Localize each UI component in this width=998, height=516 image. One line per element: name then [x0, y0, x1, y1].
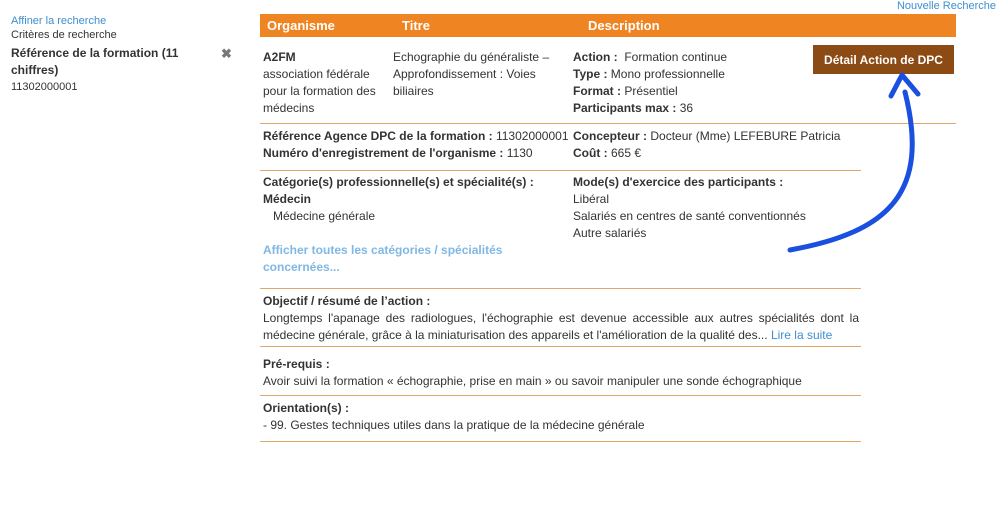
close-x-icon[interactable]: ✖	[221, 46, 232, 61]
objectif-text: Longtemps l'apanage des radiologues, l'échographie est devenue accessible aux autres spécialités dont la médecine générale, grâce à la miniaturisation des appareils et l'amélioration de la qualité des...	[263, 311, 859, 342]
cout-label: Coût :	[573, 146, 608, 160]
header-titre: Titre	[402, 18, 430, 33]
participants-value: 36	[679, 101, 694, 115]
search-criteria-sidebar	[11, 14, 236, 95]
new-search-link[interactable]: Nouvelle Recherche	[896, 0, 996, 12]
detail-action-dpc-button[interactable]: Détail Action de DPC	[813, 45, 954, 74]
header-organisme: Organisme	[267, 18, 335, 33]
prerequis-label: Pré-requis :	[263, 357, 330, 371]
orientation-text: - 99. Gestes techniques utiles dans la pratique de la médecine générale	[263, 418, 645, 432]
objectif-block	[260, 290, 861, 347]
category-main: Médecin	[263, 192, 312, 206]
annotation-arrow-icon	[780, 72, 930, 262]
header-description: Description	[588, 18, 660, 33]
titre-cell: Echographie du généraliste – Approfondissement : Voies biliaires	[393, 50, 550, 98]
refine-search-link[interactable]: Affiner la recherche	[11, 15, 107, 27]
mode-item: Libéral	[573, 192, 610, 206]
results-table-header	[260, 14, 956, 37]
mode-label: Mode(s) d'exercice des participants :	[573, 175, 784, 189]
reference-block	[260, 125, 861, 171]
mode-item: Salariés en centres de santé conventionnés	[573, 209, 806, 223]
criterion-value: 11302000001	[11, 81, 78, 93]
action-value: Formation continue	[624, 50, 728, 64]
mode-item: Autre salariés	[573, 226, 647, 240]
criteria-title: Critères de recherche	[11, 29, 117, 41]
concepteur-label: Concepteur :	[573, 129, 648, 143]
type-value: Mono professionnelle	[610, 67, 725, 81]
action-label: Action :	[573, 50, 618, 64]
num-label: Numéro d'enregistrement de l'organisme :	[263, 146, 504, 160]
org-full-name: association fédérale pour la formation des médecins	[263, 67, 376, 115]
prerequis-text: Avoir suivi la formation « échographie, prise en main » ou savoir manipuler une sonde échographique	[263, 374, 802, 388]
ref-value: 11302000001	[495, 129, 569, 143]
categories-label: Catégorie(s) professionnelle(s) et spécialité(s) :	[263, 175, 534, 189]
orientation-block	[260, 396, 861, 442]
concepteur-value: Docteur (Mme) LEFEBURE Patricia	[650, 129, 841, 143]
type-label: Type :	[573, 67, 608, 81]
category-sub: Médecine générale	[273, 209, 376, 223]
participants-label: Participants max :	[573, 101, 677, 115]
objectif-label: Objectif / résumé de l’action :	[263, 294, 431, 308]
show-all-categories-link[interactable]: Afficher toutes les catégories / spécialités concernées...	[263, 243, 503, 274]
ref-label: Référence Agence DPC de la formation :	[263, 129, 493, 143]
orientation-label: Orientation(s) :	[263, 401, 349, 415]
categories-block	[260, 171, 861, 289]
description-cell	[573, 49, 803, 117]
org-name: A2FM	[263, 50, 296, 64]
read-more-link[interactable]: Lire la suite	[770, 328, 833, 342]
organisme-cell	[263, 49, 385, 117]
num-value: 1130	[506, 146, 533, 160]
cout-value: 665 €	[611, 146, 642, 160]
format-value: Présentiel	[624, 84, 678, 98]
prerequis-block	[260, 352, 861, 396]
format-label: Format :	[573, 84, 621, 98]
criterion-label: Référence de la formation (11 chiffres)	[11, 46, 179, 77]
criterion-item	[11, 45, 236, 95]
